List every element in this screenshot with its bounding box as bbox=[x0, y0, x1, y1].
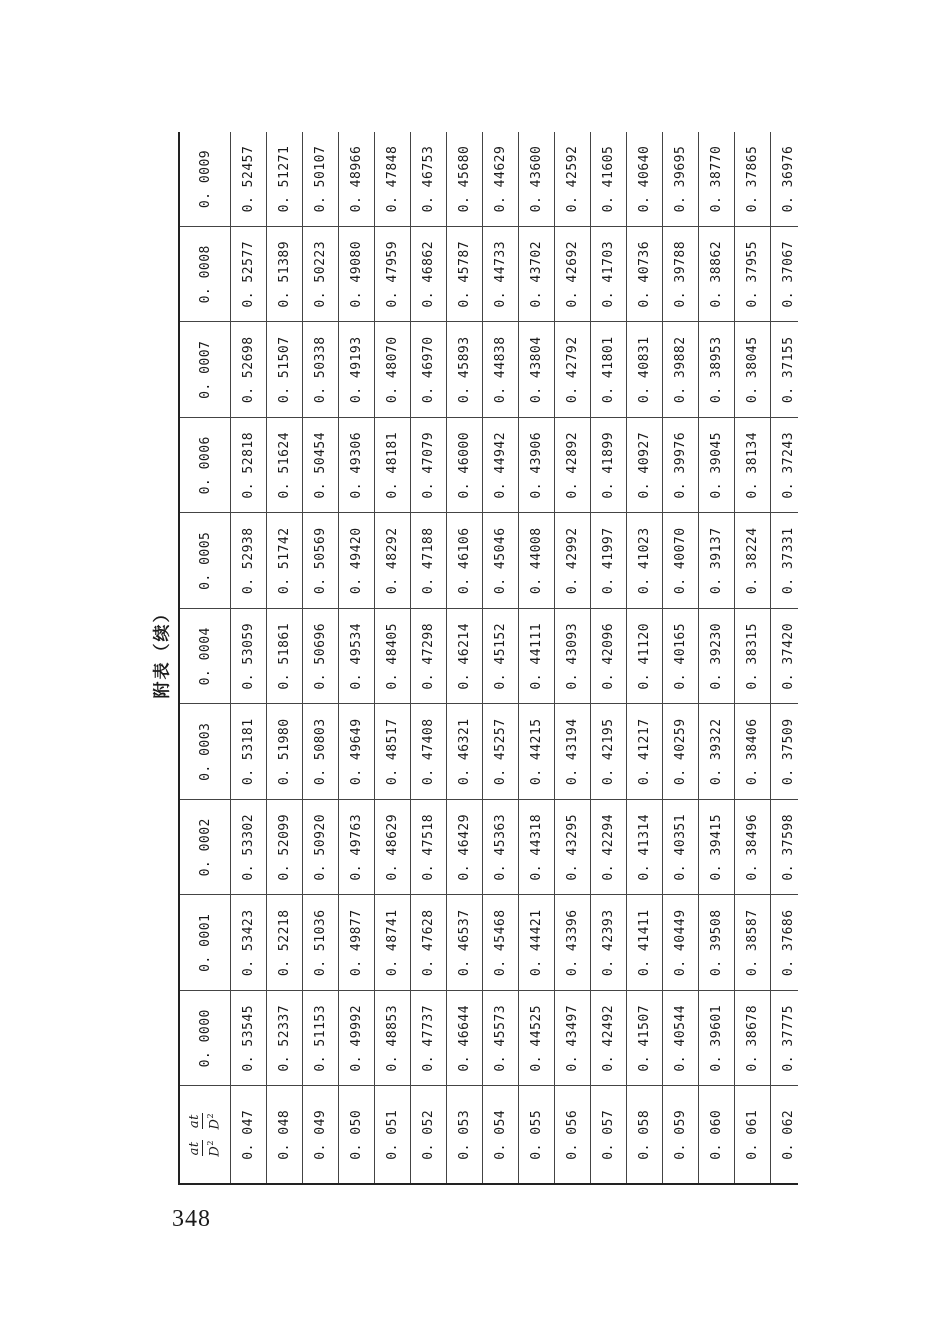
table-cell: 0. 42393 bbox=[591, 895, 627, 991]
corner-fraction-1 bbox=[187, 1139, 222, 1158]
table-cell: 0. 49080 bbox=[339, 227, 375, 323]
table-cell: 0. 43194 bbox=[555, 704, 591, 800]
table-cell: 0. 38770 bbox=[699, 132, 735, 227]
table-cell: 0. 46862 bbox=[411, 227, 447, 323]
table-cell: 0. 51389 bbox=[267, 227, 303, 323]
table-cell: 0. 52698 bbox=[231, 322, 267, 418]
table-cell: 0. 40927 bbox=[627, 418, 663, 514]
table-cell: 0. 41801 bbox=[591, 322, 627, 418]
table-cell: 0. 39322 bbox=[699, 704, 735, 800]
table-cell: 0. 45787 bbox=[447, 227, 483, 323]
table-cell: 0. 40736 bbox=[627, 227, 663, 323]
table-cell: 0. 38134 bbox=[735, 418, 771, 514]
row-key: 0. 048 bbox=[267, 1086, 303, 1184]
table-cell: 0. 37420 bbox=[771, 609, 799, 705]
table-cell: 0. 48741 bbox=[375, 895, 411, 991]
table-row bbox=[591, 132, 627, 1184]
table-row bbox=[483, 132, 519, 1184]
table-cell: 0. 43804 bbox=[519, 322, 555, 418]
table-cell: 0. 44318 bbox=[519, 800, 555, 896]
table-cell: 0. 42592 bbox=[555, 132, 591, 227]
table-cell: 0. 45573 bbox=[483, 991, 519, 1087]
table-cell: 0. 39788 bbox=[663, 227, 699, 323]
table-cell: 0. 38587 bbox=[735, 895, 771, 991]
table-cell: 0. 52099 bbox=[267, 800, 303, 896]
table-cell: 0. 49193 bbox=[339, 322, 375, 418]
table-cell: 0. 52818 bbox=[231, 418, 267, 514]
table-cell: 0. 40449 bbox=[663, 895, 699, 991]
table-cell: 0. 47298 bbox=[411, 609, 447, 705]
column-header: 0. 0002 bbox=[179, 800, 231, 896]
table-cell: 0. 45152 bbox=[483, 609, 519, 705]
table-cell: 0. 50223 bbox=[303, 227, 339, 323]
column-header: 0. 0004 bbox=[179, 609, 231, 705]
table-cell: 0. 50803 bbox=[303, 704, 339, 800]
column-header: 0. 0008 bbox=[179, 227, 231, 323]
column-header: 0. 0007 bbox=[179, 322, 231, 418]
table-cell: 0. 40165 bbox=[663, 609, 699, 705]
table-cell: 0. 51271 bbox=[267, 132, 303, 227]
column-header: 0. 0006 bbox=[179, 418, 231, 514]
table-cell: 0. 53545 bbox=[231, 991, 267, 1087]
table-cell: 0. 39976 bbox=[663, 418, 699, 514]
row-key: 0. 054 bbox=[483, 1086, 519, 1184]
table-row bbox=[519, 132, 555, 1184]
table-cell: 0. 40259 bbox=[663, 704, 699, 800]
column-header: 0. 0009 bbox=[179, 132, 231, 227]
table-cell: 0. 51742 bbox=[267, 513, 303, 609]
table-cell: 0. 50338 bbox=[303, 322, 339, 418]
fraction-numerator: at bbox=[187, 1141, 203, 1156]
table-cell: 0. 48966 bbox=[339, 132, 375, 227]
column-header: 0. 0003 bbox=[179, 704, 231, 800]
table-cell: 0. 47737 bbox=[411, 991, 447, 1087]
table-cell: 0. 53059 bbox=[231, 609, 267, 705]
table-cell: 0. 53423 bbox=[231, 895, 267, 991]
table-cell: 0. 44008 bbox=[519, 513, 555, 609]
table-cell: 0. 47518 bbox=[411, 800, 447, 896]
header-row bbox=[179, 132, 231, 1184]
table-cell: 0. 52457 bbox=[231, 132, 267, 227]
table-row bbox=[771, 132, 799, 1184]
table-cell: 0. 44838 bbox=[483, 322, 519, 418]
table-cell: 0. 53181 bbox=[231, 704, 267, 800]
table-cell: 0. 39601 bbox=[699, 991, 735, 1087]
table-cell: 0. 37243 bbox=[771, 418, 799, 514]
row-key: 0. 056 bbox=[555, 1086, 591, 1184]
table-cell: 0. 49649 bbox=[339, 704, 375, 800]
table-cell: 0. 51980 bbox=[267, 704, 303, 800]
table-cell: 0. 44942 bbox=[483, 418, 519, 514]
table-cell: 0. 43295 bbox=[555, 800, 591, 896]
row-key: 0. 062 bbox=[771, 1086, 799, 1184]
table-cell: 0. 41605 bbox=[591, 132, 627, 227]
table-cell: 0. 42096 bbox=[591, 609, 627, 705]
table-cell: 0. 52218 bbox=[267, 895, 303, 991]
table-cell: 0. 42692 bbox=[555, 227, 591, 323]
table-cell: 0. 47848 bbox=[375, 132, 411, 227]
table-cell: 0. 37686 bbox=[771, 895, 799, 991]
table-row bbox=[339, 132, 375, 1184]
table-cell: 0. 38406 bbox=[735, 704, 771, 800]
table-cell: 0. 42792 bbox=[555, 322, 591, 418]
table-cell: 0. 46000 bbox=[447, 418, 483, 514]
table-cell: 0. 37509 bbox=[771, 704, 799, 800]
table-cell: 0. 38315 bbox=[735, 609, 771, 705]
table-cell: 0. 39137 bbox=[699, 513, 735, 609]
table-cell: 0. 46970 bbox=[411, 322, 447, 418]
table-cell: 0. 36976 bbox=[771, 132, 799, 227]
table-row bbox=[627, 132, 663, 1184]
table-cell: 0. 40544 bbox=[663, 991, 699, 1087]
table-cell: 0. 51036 bbox=[303, 895, 339, 991]
table-cell: 0. 49534 bbox=[339, 609, 375, 705]
page-number: 348 bbox=[172, 1206, 211, 1232]
table-row bbox=[375, 132, 411, 1184]
table-cell: 0. 51861 bbox=[267, 609, 303, 705]
table-cell: 0. 37955 bbox=[735, 227, 771, 323]
table-cell: 0. 39695 bbox=[663, 132, 699, 227]
corner-fraction-2 bbox=[187, 1112, 222, 1131]
table-cell: 0. 45046 bbox=[483, 513, 519, 609]
table-cell: 0. 38862 bbox=[699, 227, 735, 323]
table-cell: 0. 49420 bbox=[339, 513, 375, 609]
row-key: 0. 052 bbox=[411, 1086, 447, 1184]
table-cell: 0. 45893 bbox=[447, 322, 483, 418]
table-cell: 0. 42492 bbox=[591, 991, 627, 1087]
table-cell: 0. 44629 bbox=[483, 132, 519, 227]
table-cell: 0. 49877 bbox=[339, 895, 375, 991]
table-cell: 0. 46644 bbox=[447, 991, 483, 1087]
table-cell: 0. 37865 bbox=[735, 132, 771, 227]
table-cell: 0. 40351 bbox=[663, 800, 699, 896]
table-cell: 0. 50696 bbox=[303, 609, 339, 705]
table-cell: 0. 39882 bbox=[663, 322, 699, 418]
table-cell: 0. 41703 bbox=[591, 227, 627, 323]
table-cell: 0. 37598 bbox=[771, 800, 799, 896]
table-cell: 0. 42195 bbox=[591, 704, 627, 800]
table-cell: 0. 43497 bbox=[555, 991, 591, 1087]
table-cell: 0. 39508 bbox=[699, 895, 735, 991]
table-cell: 0. 48629 bbox=[375, 800, 411, 896]
table-cell: 0. 46753 bbox=[411, 132, 447, 227]
table-cell: 0. 44215 bbox=[519, 704, 555, 800]
table-cell: 0. 41997 bbox=[591, 513, 627, 609]
data-table bbox=[178, 132, 798, 1185]
fraction-denominator bbox=[203, 1112, 222, 1131]
row-key: 0. 055 bbox=[519, 1086, 555, 1184]
table-row bbox=[447, 132, 483, 1184]
table-cell: 0. 50920 bbox=[303, 800, 339, 896]
table-region bbox=[178, 132, 798, 1185]
table-cell: 0. 37331 bbox=[771, 513, 799, 609]
table-body bbox=[231, 132, 799, 1184]
table-cell: 0. 47628 bbox=[411, 895, 447, 991]
table-cell: 0. 41120 bbox=[627, 609, 663, 705]
table-cell: 0. 46321 bbox=[447, 704, 483, 800]
table-cell: 0. 42892 bbox=[555, 418, 591, 514]
table-cell: 0. 47079 bbox=[411, 418, 447, 514]
table-cell: 0. 51507 bbox=[267, 322, 303, 418]
denominator-base: D bbox=[207, 1145, 223, 1157]
table-cell: 0. 41314 bbox=[627, 800, 663, 896]
table-row bbox=[663, 132, 699, 1184]
table-cell: 0. 47959 bbox=[375, 227, 411, 323]
table-cell: 0. 45680 bbox=[447, 132, 483, 227]
table-cell: 0. 43093 bbox=[555, 609, 591, 705]
row-key: 0. 060 bbox=[699, 1086, 735, 1184]
table-cell: 0. 41217 bbox=[627, 704, 663, 800]
column-header: 0. 0001 bbox=[179, 895, 231, 991]
row-key: 0. 053 bbox=[447, 1086, 483, 1184]
table-cell: 0. 45468 bbox=[483, 895, 519, 991]
table-rotator bbox=[178, 132, 798, 1185]
row-key: 0. 057 bbox=[591, 1086, 627, 1184]
table-cell: 0. 37155 bbox=[771, 322, 799, 418]
fraction-numerator: at bbox=[187, 1114, 203, 1129]
table-cell: 0. 50569 bbox=[303, 513, 339, 609]
row-key: 0. 051 bbox=[375, 1086, 411, 1184]
table-cell: 0. 41507 bbox=[627, 991, 663, 1087]
row-key: 0. 061 bbox=[735, 1086, 771, 1184]
table-cell: 0. 52938 bbox=[231, 513, 267, 609]
table-cell: 0. 51624 bbox=[267, 418, 303, 514]
table-cell: 0. 40640 bbox=[627, 132, 663, 227]
table-cell: 0. 43702 bbox=[519, 227, 555, 323]
table-cell: 0. 43396 bbox=[555, 895, 591, 991]
denominator-exponent: 2 bbox=[206, 1140, 216, 1146]
table-cell: 0. 38953 bbox=[699, 322, 735, 418]
table-cell: 0. 39415 bbox=[699, 800, 735, 896]
column-header: 0. 0000 bbox=[179, 991, 231, 1087]
table-row bbox=[699, 132, 735, 1184]
table-cell: 0. 48070 bbox=[375, 322, 411, 418]
table-cell: 0. 52337 bbox=[267, 991, 303, 1087]
row-key: 0. 047 bbox=[231, 1086, 267, 1184]
row-key: 0. 049 bbox=[303, 1086, 339, 1184]
table-cell: 0. 48181 bbox=[375, 418, 411, 514]
row-key: 0. 050 bbox=[339, 1086, 375, 1184]
table-cell: 0. 44525 bbox=[519, 991, 555, 1087]
table-cell: 0. 45363 bbox=[483, 800, 519, 896]
table-cell: 0. 40070 bbox=[663, 513, 699, 609]
denominator-base: D bbox=[207, 1118, 223, 1130]
table-cell: 0. 46106 bbox=[447, 513, 483, 609]
table-cell: 0. 42992 bbox=[555, 513, 591, 609]
table-cell: 0. 46214 bbox=[447, 609, 483, 705]
table-cell: 0. 47188 bbox=[411, 513, 447, 609]
table-cell: 0. 47408 bbox=[411, 704, 447, 800]
table-cell: 0. 49992 bbox=[339, 991, 375, 1087]
table-cell: 0. 37067 bbox=[771, 227, 799, 323]
denominator-exponent: 2 bbox=[206, 1112, 216, 1119]
table-cell: 0. 38678 bbox=[735, 991, 771, 1087]
table-row bbox=[267, 132, 303, 1184]
table-cell: 0. 49763 bbox=[339, 800, 375, 896]
table-cell: 0. 53302 bbox=[231, 800, 267, 896]
table-cell: 0. 49306 bbox=[339, 418, 375, 514]
table-cell: 0. 39045 bbox=[699, 418, 735, 514]
table-cell: 0. 38045 bbox=[735, 322, 771, 418]
table-cell: 0. 40831 bbox=[627, 322, 663, 418]
table-cell: 0. 37775 bbox=[771, 991, 799, 1087]
table-cell: 0. 43600 bbox=[519, 132, 555, 227]
table-cell: 0. 46537 bbox=[447, 895, 483, 991]
corner-header bbox=[179, 1086, 231, 1184]
table-row bbox=[303, 132, 339, 1184]
table-cell: 0. 52577 bbox=[231, 227, 267, 323]
table-cell: 0. 48853 bbox=[375, 991, 411, 1087]
table-cell: 0. 44733 bbox=[483, 227, 519, 323]
table-cell: 0. 39230 bbox=[699, 609, 735, 705]
table-title: 附表（续） bbox=[152, 603, 173, 699]
table-cell: 0. 50454 bbox=[303, 418, 339, 514]
table-cell: 0. 51153 bbox=[303, 991, 339, 1087]
row-key: 0. 058 bbox=[627, 1086, 663, 1184]
table-row bbox=[735, 132, 771, 1184]
table-cell: 0. 38496 bbox=[735, 800, 771, 896]
row-key: 0. 059 bbox=[663, 1086, 699, 1184]
table-cell: 0. 45257 bbox=[483, 704, 519, 800]
table-row bbox=[555, 132, 591, 1184]
table-cell: 0. 48517 bbox=[375, 704, 411, 800]
table-cell: 0. 41023 bbox=[627, 513, 663, 609]
table-cell: 0. 50107 bbox=[303, 132, 339, 227]
table-cell: 0. 48292 bbox=[375, 513, 411, 609]
table-cell: 0. 48405 bbox=[375, 609, 411, 705]
column-header: 0. 0005 bbox=[179, 513, 231, 609]
table-cell: 0. 42294 bbox=[591, 800, 627, 896]
table-cell: 0. 44111 bbox=[519, 609, 555, 705]
table-row bbox=[411, 132, 447, 1184]
table-cell: 0. 44421 bbox=[519, 895, 555, 991]
table-cell: 0. 41411 bbox=[627, 895, 663, 991]
table-row bbox=[231, 132, 267, 1184]
table-cell: 0. 46429 bbox=[447, 800, 483, 896]
fraction-denominator bbox=[203, 1139, 222, 1158]
table-cell: 0. 38224 bbox=[735, 513, 771, 609]
table-cell: 0. 41899 bbox=[591, 418, 627, 514]
table-cell: 0. 43906 bbox=[519, 418, 555, 514]
